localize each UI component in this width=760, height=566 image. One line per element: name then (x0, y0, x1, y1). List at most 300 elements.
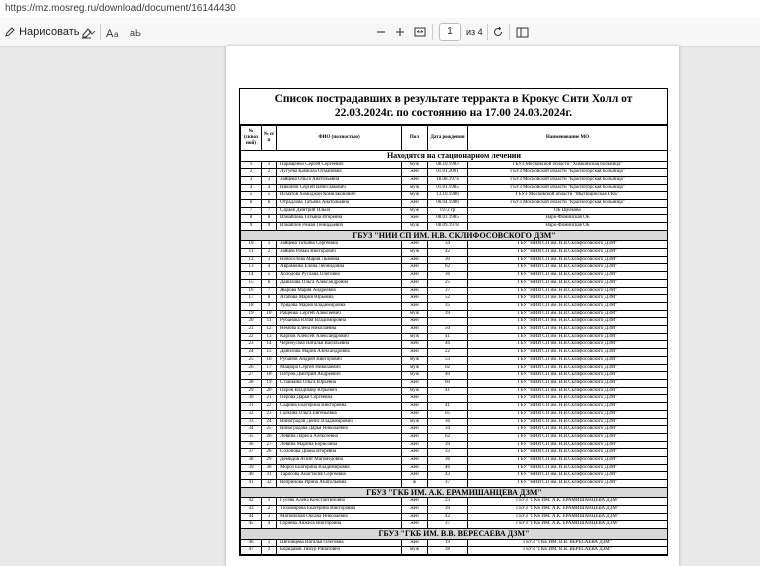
table-cell: жен (402, 395, 428, 403)
table-cell: жен (402, 295, 428, 303)
table-cell: 32 (241, 410, 262, 418)
table-row (241, 521, 668, 529)
table-cell: Холодова Руслана Олеговна (277, 272, 402, 280)
table-cell: 24 (241, 349, 262, 357)
table-cell: 5 (241, 192, 262, 200)
table-row (241, 249, 668, 257)
table-cell: ГБУ "НИИ СП им. Н.В.Склифосовского ДЗМ" (468, 395, 668, 403)
table-cell: 26 (241, 364, 262, 372)
table-row (241, 184, 668, 192)
rotate-button[interactable] (492, 18, 504, 46)
table-cell: 12 (262, 326, 277, 334)
table-cell: 5 (262, 192, 277, 200)
table-cell: 60 (428, 379, 468, 387)
table-cell: 30 (428, 256, 468, 264)
table-cell: 38 (241, 457, 262, 465)
table-cell: 46 (428, 341, 468, 349)
table-cell: 20 (241, 318, 262, 326)
table-row (241, 547, 668, 555)
victims-table (240, 125, 668, 555)
table-cell: 15 (241, 279, 262, 287)
table-cell: муж (402, 356, 428, 364)
table-cell: 18 (262, 372, 277, 380)
table-row (241, 215, 668, 223)
table-cell: Тихомирова Екатерина Викторовна (277, 506, 402, 514)
table-cell: 39 (428, 310, 468, 318)
table-cell: Зайцев Роман Викторович (277, 249, 402, 257)
table-row (241, 241, 668, 249)
table-cell: 18 (241, 302, 262, 310)
table-cell: 06.04.1986 (428, 200, 468, 208)
table-row (241, 302, 668, 310)
table-cell: ГБУЗ Московской области "Красногорская больница" (468, 176, 668, 184)
table-cell: ГБУЗ Московской области "Красногорская больница" (468, 200, 668, 208)
table-cell: 7 (262, 287, 277, 295)
table-cell: ГБУ "НИИ СП им. Н.В.Склифосовского ДЗМ" (468, 472, 668, 480)
table-cell: жен (402, 326, 428, 334)
table-row (241, 356, 668, 364)
table-cell: 41 (428, 333, 468, 341)
page-view-button[interactable] (516, 18, 529, 46)
table-row (241, 395, 668, 403)
table-cell: Перова Дарья Сергеевна (277, 395, 402, 403)
table-cell: Рубанова Юлия Владимировна (277, 318, 402, 326)
table-cell: Вепринова Ирина Анатольевна (277, 480, 402, 488)
table-cell: Мацюра Сергей Николаевич (277, 364, 402, 372)
table-cell: ГБУ "НИИ СП им. Н.В.Склифосовского ДЗМ" (468, 426, 668, 434)
table-cell: 12 (241, 256, 262, 264)
table-cell: жен (402, 215, 428, 223)
table-cell: жен (402, 341, 428, 349)
table-cell: 1 (262, 241, 277, 249)
table-cell: 53 (428, 356, 468, 364)
section-header-row (241, 230, 668, 241)
table-cell: ж (402, 480, 428, 488)
table-cell: Галкина Ольга Евгеньевна (277, 410, 402, 418)
table-cell: ГБУ "НИИ СП им. Н.В.Склифосовского ДЗМ" (468, 464, 668, 472)
table-cell: 25 (241, 356, 262, 364)
table-cell: 30 (241, 395, 262, 403)
table-cell: 62 (428, 264, 468, 272)
table-cell: 41 (428, 403, 468, 411)
table-row (241, 318, 668, 326)
table-cell: ГБУ "НИИ СП им. Н.В.Склифосовского ДЗМ" (468, 433, 668, 441)
table-cell: 36 (428, 272, 468, 280)
table-row (241, 310, 668, 318)
table-cell: Лугуева Камилла Османовна (277, 169, 402, 177)
pen-icon (4, 26, 16, 38)
table-cell: муж (402, 364, 428, 372)
table-cell: муж (402, 184, 428, 192)
table-cell: муж (402, 249, 428, 257)
table-cell: 34 (428, 426, 468, 434)
table-cell: 37 (428, 287, 468, 295)
table-cell: Никонов Сергей Вячеславович (277, 184, 402, 192)
table-cell: ГБУ "НИИ СП им. Н.В.Склифосовского ДЗМ" (468, 318, 668, 326)
table-cell: ГБУЗ "ГКБ ИМ. А.К. ЕРАМИШАНЦЕВА ДЗМ" (468, 521, 668, 529)
table-cell: 27 (241, 372, 262, 380)
table-cell: Левина Лариса Алексеевна (277, 433, 402, 441)
table-cell: 47 (241, 547, 262, 555)
table-cell: 25 (262, 426, 277, 434)
table-cell: 7 (262, 207, 277, 215)
table-row (241, 333, 668, 341)
table-cell: ГБУ "НИИ СП им. Н.В.Склифосовского ДЗМ" (468, 249, 668, 257)
table-cell: Жарова Мария Андреевна (277, 287, 402, 295)
plus-icon (395, 27, 405, 37)
table-cell: жен (402, 433, 428, 441)
table-cell: Сырина Екатерина Викторовна (277, 403, 402, 411)
table-cell: 11 (262, 318, 277, 326)
table-cell: ГБУ "НИИ СП им. Н.В.Склифосовского ДЗМ" (468, 410, 668, 418)
table-cell: 33 (428, 449, 468, 457)
toolbar-divider (432, 24, 433, 40)
table-cell: жен (402, 464, 428, 472)
table-cell: Черноусова Наталья Васильевна (277, 341, 402, 349)
table-cell: 38 (428, 547, 468, 555)
table-cell: 32 (262, 480, 277, 488)
table-cell: 24 (262, 418, 277, 426)
table-row (241, 506, 668, 514)
table-cell: 1 (262, 161, 277, 169)
table-row (241, 441, 668, 449)
table-cell: Измайлова Татьяна Игоревна (277, 215, 402, 223)
table-cell: Наро-Фоминская ОБ (468, 215, 668, 223)
table-row (241, 433, 668, 441)
header-cell: Дата рождения (428, 126, 468, 151)
section-title: ГБУЗ "ГКБ ИМ. А.К. ЕРАМИШАНЦЕВА ДЗМ" (241, 487, 668, 498)
table-cell: ГБУЗ Московской области "Мытищинская ГКБ" (468, 192, 668, 200)
table-cell: 01.01.2001 (428, 169, 468, 177)
table-cell: муж (402, 161, 428, 169)
table-cell: ГБУ "НИИ СП им. Н.В.Склифосовского ДЗМ" (468, 403, 668, 411)
table-cell: Наро-Фоминская ОБ (468, 223, 668, 231)
table-cell: муж (402, 418, 428, 426)
table-row (241, 426, 668, 434)
table-cell: жен (402, 279, 428, 287)
zoom-in-button[interactable] (395, 18, 405, 46)
table-cell: 28 (241, 379, 262, 387)
table-cell: муж (402, 387, 428, 395)
fit-page-button[interactable] (414, 18, 426, 46)
table-cell: Тарасова Анастасия Сергеевна (277, 472, 402, 480)
table-cell: 3 (262, 256, 277, 264)
pdf-page (226, 46, 679, 566)
table-cell: ГБУ "НИИ СП им. Н.В.Склифосовского ДЗМ" (468, 356, 668, 364)
table-cell: 08.10.1983 (428, 161, 468, 169)
table-cell: муж (402, 333, 428, 341)
table-cell: жен (402, 200, 428, 208)
table-cell: ГБУЗ Московской области "Красногорская больница" (468, 184, 668, 192)
table-cell: 41 (428, 387, 468, 395)
table-cell: Виноградова Дарья Николаевна (277, 426, 402, 434)
table-cell: муж (402, 223, 428, 231)
table-cell: 15 (262, 349, 277, 357)
table-cell: 36 (428, 418, 468, 426)
table-cell: 17 (241, 295, 262, 303)
table-cell: 44 (241, 513, 262, 521)
table-cell: 17 (262, 364, 277, 372)
table-cell: Рубанов Андрей Викторович (277, 356, 402, 364)
table-cell: 6 (262, 200, 277, 208)
table-cell: 19 (262, 379, 277, 387)
table-cell: 42 (428, 513, 468, 521)
table-cell: 8 (262, 215, 277, 223)
table-cell: 42 (241, 498, 262, 506)
table-cell: 6 (241, 200, 262, 208)
table-cell: 8 (262, 295, 277, 303)
table-cell: 21 (241, 326, 262, 334)
table-cell: 2 (262, 547, 277, 555)
table-cell: ГБУ "НИИ СП им. Н.В.Склифосовского ДЗМ" (468, 379, 668, 387)
header-cell: Пол (402, 126, 428, 151)
pdf-toolbar (0, 18, 760, 47)
table-cell: муж (402, 192, 428, 200)
table-cell: 37 (241, 449, 262, 457)
table-cell: 62 (428, 364, 468, 372)
table-cell: ГБУ "НИИ СП им. Н.В.Склифосовского ДЗМ" (468, 295, 668, 303)
table-cell: 36 (241, 441, 262, 449)
table-cell: Зайцева Татьяна Сергеевна (277, 241, 402, 249)
table-cell: ГБУ "НИИ СП им. Н.В.Склифосовского ДЗМ" (468, 418, 668, 426)
eraser-button[interactable] (80, 18, 93, 46)
table-cell: 26 (262, 433, 277, 441)
table-cell: 4 (262, 521, 277, 529)
table-row (241, 192, 668, 200)
table-cell: Демидов Асият Магомедовна (277, 457, 402, 465)
address-bar[interactable] (0, 0, 760, 18)
table-row (241, 472, 668, 480)
table-cell: 22 (428, 349, 468, 357)
table-cell: 50 (428, 326, 468, 334)
section-title: ГБУЗ "НИИ СП ИМ. Н.В. СКЛИФОСОВСКОГО ДЗМ" (241, 230, 668, 241)
table-cell: 13.10.1986 (428, 192, 468, 200)
svg-text:a: a (114, 29, 119, 39)
table-cell: 4 (262, 184, 277, 192)
table-cell: 8 (241, 215, 262, 223)
table-cell: жен (402, 264, 428, 272)
table-row (241, 480, 668, 488)
table-cell: Гусева Алена Константиновна (277, 498, 402, 506)
table-row (241, 403, 668, 411)
table-cell: 45 (241, 521, 262, 529)
table-cell: 62 (428, 433, 468, 441)
table-cell: 41 (241, 480, 262, 488)
table-row (241, 457, 668, 465)
table-cell: ГБУ "НИИ СП им. Н.В.Склифосовского ДЗМ" (468, 349, 668, 357)
table-cell: ГБУЗ "ГКБ ИМ. А.К. ЕРАМИШАНЦЕВА ДЗМ" (468, 506, 668, 514)
table-cell: Отрадлова Татьяна Анатольевна (277, 200, 402, 208)
table-row (241, 449, 668, 457)
table-cell: 31 (241, 403, 262, 411)
svg-text:A: A (106, 27, 114, 39)
table-cell: ГБУ "НИИ СП им. Н.В.Склифосовского ДЗМ" (468, 279, 668, 287)
table-cell: 19 (428, 539, 468, 547)
page-total: из 4 (466, 27, 483, 37)
table-row (241, 364, 668, 372)
table-row (241, 264, 668, 272)
table-cell: ГБУЗ "ГКБ ИМ. В.В. ВЕРЕСАЕВА ДЗМ" (468, 547, 668, 555)
table-row (241, 539, 668, 547)
document-title: Список пострадавших в результате терракта в Крокус Сити Холл от 22.03.2024г. по состоянию на 17.00 24.03.2024г. (240, 89, 667, 125)
toolbar-divider (487, 24, 488, 40)
text-style-button[interactable] (106, 18, 122, 46)
table-cell: 08.03.1985 (428, 215, 468, 223)
table-cell: 16 (241, 287, 262, 295)
table-cell: 2 (241, 169, 262, 177)
table-cell: ГБУ "НИИ СП им. Н.В.Склифосовского ДЗМ" (468, 264, 668, 272)
table-cell: ГБУ "НИИ СП им. Н.В.Склифосовского ДЗМ" (468, 364, 668, 372)
table-cell: 1 (262, 498, 277, 506)
table-cell: 5 (262, 272, 277, 280)
table-cell: жен (402, 472, 428, 480)
table-cell: жен (402, 318, 428, 326)
table-cell: Измайлов Роман Геннадьевич (277, 223, 402, 231)
table-cell: жен (402, 539, 428, 547)
table-cell: Петров Дмитрий Андреевич (277, 372, 402, 380)
table-cell: 9 (262, 302, 277, 310)
table-cell: ГБУ "НИИ СП им. Н.В.Склифосовского ДЗМ" (468, 241, 668, 249)
table-cell: жен (402, 521, 428, 529)
table-cell: жен (402, 498, 428, 506)
table-cell: 46 (241, 539, 262, 547)
table-cell: 13 (241, 264, 262, 272)
table-cell: Ращенко Сергей Алексеевич (277, 310, 402, 318)
minus-icon (376, 27, 386, 37)
table-cell: 29 (241, 387, 262, 395)
table-cell: Мороз Екатерина Владимировна (277, 464, 402, 472)
table-cell: 21 (262, 395, 277, 403)
table-cell: жен (402, 287, 428, 295)
table-cell: Данилова Ольга Александровна (277, 279, 402, 287)
table-cell: Солонова Диана Игоревна (277, 449, 402, 457)
svg-text:aЬ: aЬ (130, 27, 141, 38)
table-cell: ГБУ "НИИ СП им. Н.В.Склифосовского ДЗМ" (468, 449, 668, 457)
table-cell: Шеховцева Наталья Олеговна (277, 539, 402, 547)
table-row (241, 326, 668, 334)
table-cell: ГБУЗ "ГКБ ИМ. А.К. ЕРАМИШАНЦЕВА ДЗМ" (468, 498, 668, 506)
table-cell: 1 (262, 539, 277, 547)
table-cell: жен (402, 379, 428, 387)
table-cell: 27 (262, 441, 277, 449)
table-cell: 35 (428, 302, 468, 310)
table-row (241, 387, 668, 395)
table-cell: жен (402, 410, 428, 418)
table-cell: 25 (428, 279, 468, 287)
table-cell: 30 (262, 464, 277, 472)
header-cell: № (сквоз ной) (241, 126, 262, 151)
table-row (241, 418, 668, 426)
table-cell: Урядова Мария Владимировна (277, 302, 402, 310)
table-cell: Виноградов Денис Владимирович (277, 418, 402, 426)
table-cell: 22 (262, 403, 277, 411)
table-row (241, 256, 668, 264)
table-cell: Паращенко Сергей Сергеевич (277, 161, 402, 169)
victims-list (239, 88, 668, 556)
table-cell: 3 (241, 176, 262, 184)
table-cell: 39 (428, 506, 468, 514)
table-cell: жен (402, 403, 428, 411)
table-cell: жен (402, 241, 428, 249)
table-cell: ГБУ "НИИ СП им. Н.В.Склифосовского ДЗМ" (468, 372, 668, 380)
table-cell: 29 (262, 457, 277, 465)
table-cell: 46 (428, 464, 468, 472)
table-cell: 33 (241, 418, 262, 426)
table-cell: жен (402, 513, 428, 521)
table-cell: 40 (241, 472, 262, 480)
table-cell: 1972 гр (428, 207, 468, 215)
table-cell: 19 (241, 310, 262, 318)
read-aloud-button[interactable] (130, 18, 146, 46)
table-cell: 4 (241, 184, 262, 192)
table-row (241, 161, 668, 169)
table-cell: 65 (428, 410, 468, 418)
section-title: ГБУЗ "ГКБ ИМ. В.В. ВЕРЕСАЕВА ДЗМ" (241, 529, 668, 540)
table-cell: ГБУ "НИИ СП им. Н.В.Склифосовского ДЗМ" (468, 387, 668, 395)
table-cell: 6 (262, 279, 277, 287)
table-cell: 31 (262, 472, 277, 480)
table-cell: жен (402, 169, 428, 177)
table-cell: 42 (428, 249, 468, 257)
table-cell: 43 (428, 472, 468, 480)
table-cell: 9 (262, 223, 277, 231)
eraser-icon (80, 26, 93, 39)
table-cell: муж (402, 547, 428, 555)
table-body (241, 151, 668, 555)
table-cell: муж (402, 207, 428, 215)
table-cell: ГБУ "НИИ СП им. Н.В.Склифосовского ДЗМ" (468, 272, 668, 280)
table-cell: Сташкина Ольга Юрьевна (277, 379, 402, 387)
header-cell: ФИО (полностью) (277, 126, 402, 151)
table-cell: 36 (428, 457, 468, 465)
table-cell: Исматов Хомиджон Комилжонович (277, 192, 402, 200)
table-cell: 10 (241, 241, 262, 249)
table-cell: 10 (262, 310, 277, 318)
table-cell: Перов Владимир Юрьевич (277, 387, 402, 395)
table-cell: 37 (428, 521, 468, 529)
table-cell: жен (402, 426, 428, 434)
table-cell: жен (402, 457, 428, 465)
table-cell: ГБУЗ "ГКБ ИМ. В.В. ВЕРЕСАЕВА ДЗМ" (468, 539, 668, 547)
table-cell: 7 (241, 207, 262, 215)
table-cell: жен (402, 449, 428, 457)
table-cell: 11 (241, 249, 262, 257)
section-header-row (241, 151, 668, 162)
table-row (241, 372, 668, 380)
table-cell: 22 (241, 333, 262, 341)
table-row (241, 169, 668, 177)
table-cell: ГБУ "НИИ СП им. Н.В.Склифосовского ДЗМ" (468, 256, 668, 264)
table-cell: Левина Марина Борисовна (277, 441, 402, 449)
rotate-icon (492, 26, 504, 38)
table-cell: жен (402, 272, 428, 280)
table-cell: 4 (262, 264, 277, 272)
table-cell: ГБУ "НИИ СП им. Н.В.Склифосовского ДЗМ" (468, 457, 668, 465)
table-cell: Борщанов Тимур Ринатович (277, 547, 402, 555)
table-cell: 35 (241, 433, 262, 441)
table-cell: ГБУ "НИИ СП им. Н.В.Склифосовского ДЗМ" (468, 480, 668, 488)
table-cell: 08.09.1978 (428, 223, 468, 231)
table-cell: жен (402, 302, 428, 310)
table-row (241, 349, 668, 357)
table-cell: 23 (428, 498, 468, 506)
zoom-out-button[interactable] (376, 18, 386, 46)
section-title: Находятся на стационарном лечении (241, 151, 668, 162)
table-cell: жен (402, 176, 428, 184)
page-number-input[interactable]: 1 (439, 23, 461, 41)
table-cell: 18.08.1974 (428, 176, 468, 184)
fit-page-icon (414, 27, 426, 37)
